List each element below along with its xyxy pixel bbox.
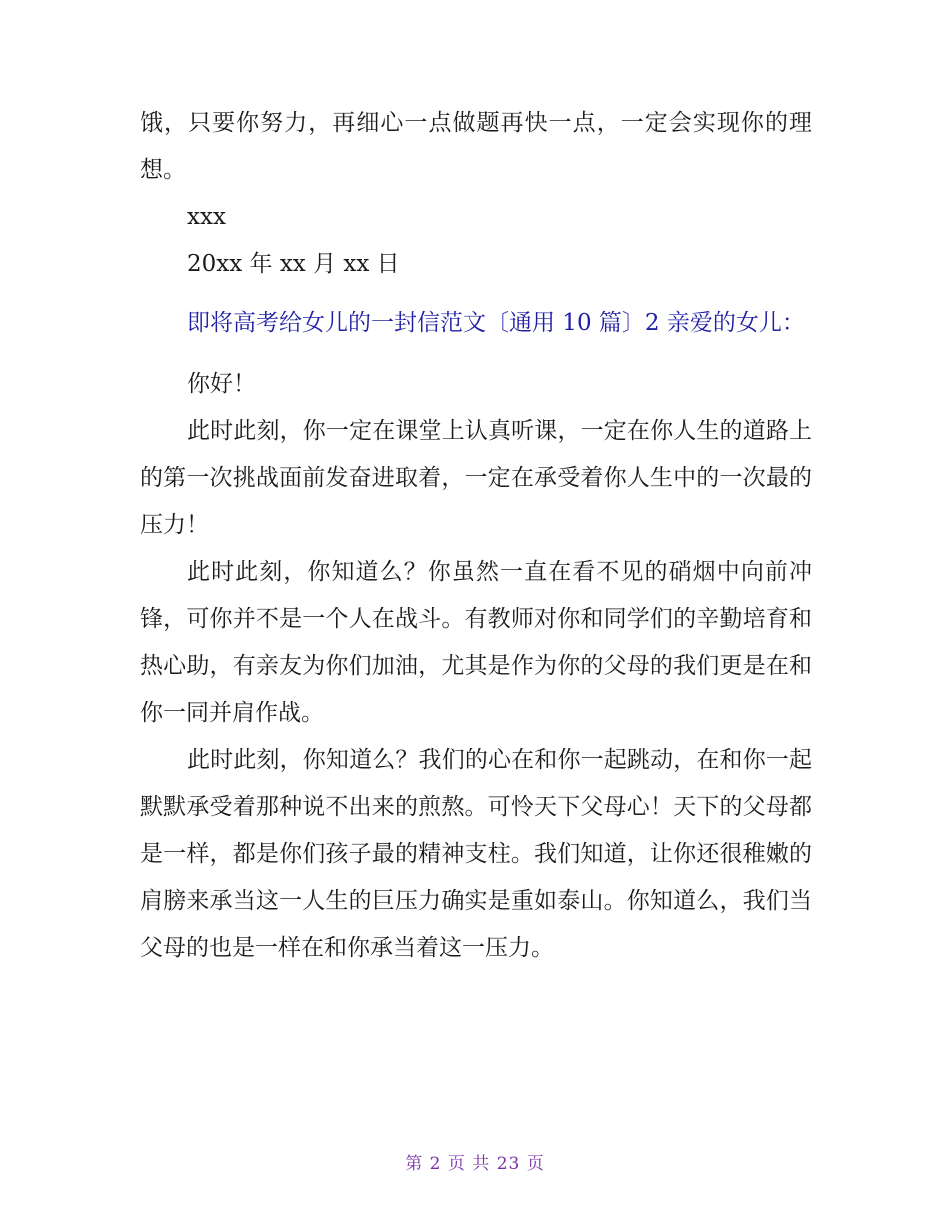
paragraph: 此时此刻，你一定在课堂上认真听课，一定在你人生的道路上的第一次挑战面前发奋进取着，一定在承受着你人生中的一次最的压力！ [140,418,812,538]
paragraph: 此时此刻，你知道么？你虽然一直在看不见的硝烟中向前冲锋，可你并不是一个人在战斗。有教师对你和同学们的辛勤培育和热心助，有亲友为你们加油，尤其是作为你的父母的我们更是在和你一同并肩作战。 [140,559,812,726]
greeting: 你好！ [187,371,256,397]
paragraph: 此时此刻，你知道么？我们的心在和你一起跳动，在和你一起默默承受着那种说不出来的煎熬。可怜天下父母心！天下的父母都是一样，都是你们孩子最的精神支柱。我们知道，让你还很稚嫩的肩膀来承当这一人生的巨压力确实是重如泰山。你知道么，我们当父母的也是一样在和你承当着这一压力。 [140,747,812,961]
paragraph-continuation: 饿，只要你努力，再细心一点做题再快一点，一定会实现你的理想。 [140,110,812,183]
document-body [140,100,812,972]
signature-date: 20xx 年 xx 月 xx 日 [187,251,400,277]
page-footer: 第 2 页 共 23 页 [405,1154,545,1174]
section-heading: 即将高考给女儿的一封信范文〔通用 10 篇〕2 亲爱的女儿： [187,310,805,336]
signature-name: xxx [187,204,226,230]
